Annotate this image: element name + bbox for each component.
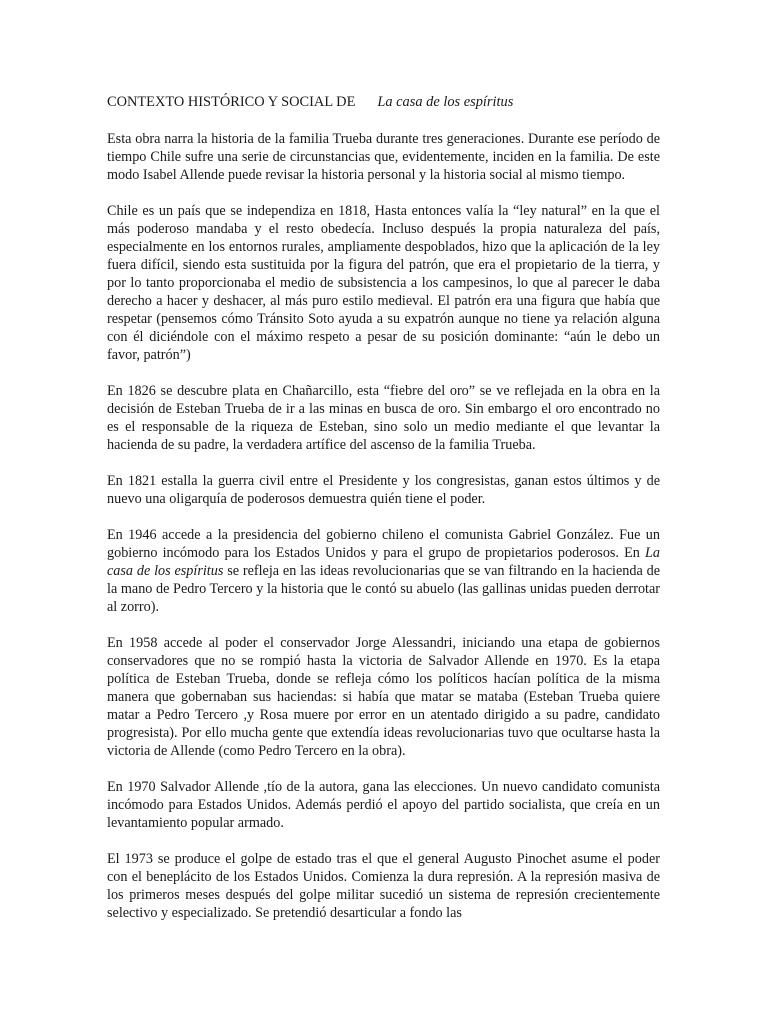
title-work: La casa de los espíritus — [377, 94, 514, 110]
paragraph-5-start: En 1946 accede a la presidencia del gobierno chileno el comunista Gabriel González. Fue un gobierno incómodo para los Estados Unidos y para el grupo de propietarios poderosos. En — [107, 527, 660, 561]
paragraph-7: En 1970 Salvador Allende ,tío de la autora, gana las elecciones. Un nuevo candidato comunista incómodo para Estados Unidos. Además perdió el apoyo del partido socialista, que creía en un levantamiento popular armado. — [107, 779, 660, 831]
title-prefix: CONTEXTO HISTÓRICO Y SOCIAL DE — [107, 94, 356, 110]
paragraph-6: En 1958 accede al poder el conservador Jorge Alessandri, iniciando una etapa de gobiernos conservadores que no se rompió hasta la victoria de Salvador Allende en 1970. Es la etapa política de Esteban Trueba, donde se refleja cómo los políticos hacían política de la misma manera que gobernaban sus haciendas: si había que matar se mataba (Esteban Trueba quiere matar a Pedro Tercero ,y Rosa muere por error en un atentado dirigido a su padre, candidato progresista). Por ello mucha gente que extendía ideas revolucionarias tuvo que ocultarse hasta la victoria de Allende (como Pedro Tercero en la obra). — [107, 635, 660, 759]
paragraph-5-work-title: La casa de los espíritus — [107, 545, 660, 579]
document-page — [107, 93, 660, 940]
paragraph-5-end: se refleja en las ideas revolucionarias que se van filtrando en la hacienda de la mano de Pedro Tercero y la historia que le contó su abuelo (las gallinas unidas pueden derrotar al zorro). — [107, 563, 661, 615]
document-title — [107, 93, 660, 111]
paragraph-8: El 1973 se produce el golpe de estado tras el que el general Augusto Pinochet asume el poder con el beneplácito de los Estados Unidos. Comienza la dura represión. A la represión masiva de los primeros meses después del golpe militar sucedió un sistema de represión crecientemente selectivo y especializado. Se pretendió desarticular a fondo las — [107, 851, 660, 921]
paragraph-5 — [107, 526, 660, 616]
paragraph-4: En 1821 estalla la guerra civil entre el Presidente y los congresistas, ganan estos últimos y de nuevo una oligarquía de poderosos demuestra quién tiene el poder. — [107, 473, 660, 507]
paragraph-1: Esta obra narra la historia de la familia Trueba durante tres generaciones. Durante ese período de tiempo Chile sufre una serie de circunstancias que, evidentemente, inciden en la familia. De este modo Isabel Allende puede revisar la historia personal y la historia social al mismo tiempo. — [107, 131, 660, 183]
paragraph-2: Chile es un país que se independiza en 1818, Hasta entonces valía la “ley natural” en la que el más poderoso mandaba y el resto obedecía. Incluso después la propia naturaleza del país, especialmente en los entornos rurales, ampliamente despoblados, hizo que la aplicación de la ley fuera difícil, siendo esta sustituida por la figura del patrón, que era el propietario de la tierra, y por lo tanto proporcionaba el medio de subsistencia a los campesinos, lo que al parecer le daba derecho a hacer y deshacer, al más puro estilo medieval. El patrón era una figura que había que respetar (pensemos cómo Tránsito Soto ayuda a su expatrón aunque no tiene ya relación alguna con él diciéndole con el máximo respeto a pesar de su posición dominante: “aún le debo un favor, patrón”) — [107, 203, 660, 363]
paragraph-3: En 1826 se descubre plata en Chañarcillo, esta “fiebre del oro” se ve reflejada en la obra en la decisión de Esteban Trueba de ir a las minas en busca de oro. Sin embargo el oro encontrado no es el responsable de la riqueza de Esteban, sino solo un medio mediante el que levantar la hacienda de su padre, la verdadera artífice del ascenso de la familia Trueba. — [107, 383, 660, 453]
